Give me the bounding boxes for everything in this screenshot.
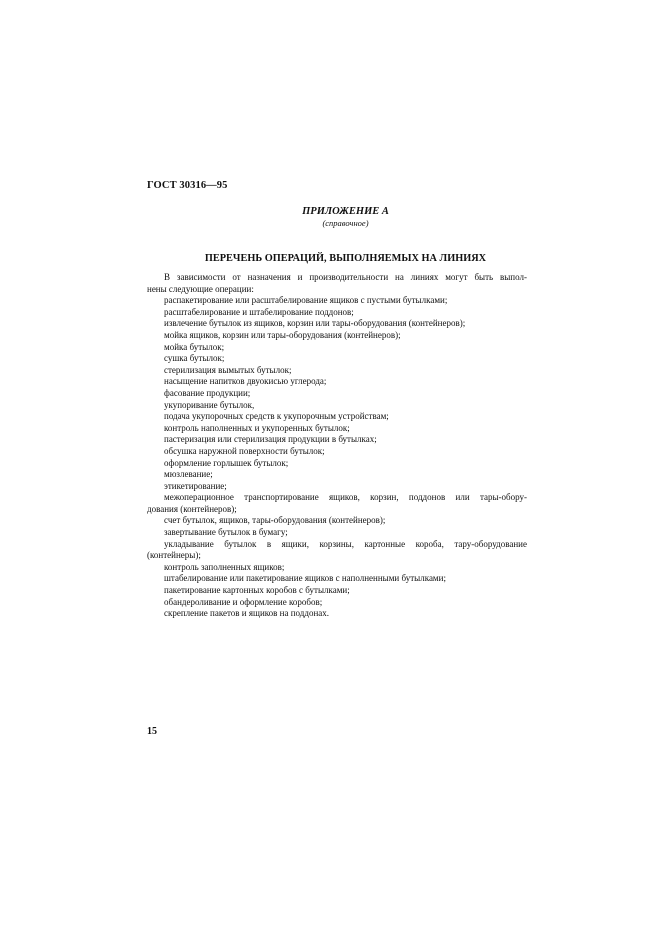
operation-item: мюзлевание; bbox=[164, 469, 213, 480]
section-title: ПЕРЕЧЕНЬ ОПЕРАЦИЙ, ВЫПОЛНЯЕМЫХ НА ЛИНИЯХ bbox=[204, 253, 487, 264]
appendix-heading bbox=[0, 206, 661, 228]
body-text bbox=[147, 272, 527, 620]
operation-item: завертывание бутылок в бумагу; bbox=[164, 527, 288, 538]
operation-item: обандероливание и оформление коробов; bbox=[164, 596, 323, 607]
operation-item: контроль заполненных ящиков; bbox=[164, 561, 285, 572]
operation-item: оформление горлышек бутылок; bbox=[164, 457, 289, 468]
operation-item: штабелирование или пакетирование ящиков с наполненными бутылками; bbox=[164, 573, 446, 584]
page-number: 15 bbox=[147, 726, 157, 737]
operation-item: насыщение напитков двуокисью углерода; bbox=[164, 376, 327, 387]
appendix-note: (справочное) bbox=[322, 218, 369, 228]
operation-item: этикетирование; bbox=[164, 480, 227, 491]
operation-item: укупоривание бутылок, bbox=[164, 399, 255, 410]
operation-item: контроль наполненных и укупоренных бутылок; bbox=[164, 422, 350, 433]
operation-packing-line-2: (контейнеры); bbox=[147, 550, 201, 561]
operation-item: распакетирование или расштабелирование ящиков с пустыми бутылками; bbox=[164, 295, 448, 306]
operation-item: пакетирование картонных коробов с бутылками; bbox=[164, 585, 350, 596]
operation-item: мойка бутылок; bbox=[164, 341, 225, 352]
page-header: ГОСТ 30316—95 bbox=[147, 180, 228, 191]
operation-item: мойка ящиков, корзин или тары-оборудования (контейнеров); bbox=[164, 329, 401, 340]
operation-item: расштабелирование и штабелирование поддонов; bbox=[164, 306, 354, 317]
operation-packing-line-1: укладывание бутылок в ящики, корзины, картонные короба, тару-оборудование bbox=[164, 538, 527, 549]
operation-item: извлечение бутылок из ящиков, корзин или тары-оборудования (контейнеров); bbox=[164, 318, 466, 329]
operation-item: пастеризация или стерилизация продукции в бутылках; bbox=[164, 434, 377, 445]
operation-item: скрепление пакетов и ящиков на поддонах. bbox=[164, 608, 330, 619]
operation-item: фасование продукции; bbox=[164, 387, 251, 398]
intro-line-2: нены следующие операции: bbox=[147, 283, 254, 294]
intro-line-1: В зависимости от назначения и производительности на линиях могут быть выпол- bbox=[164, 272, 527, 282]
operation-item: стерилизация вымытых бутылок; bbox=[164, 364, 292, 375]
appendix-title: ПРИЛОЖЕНИЕ А bbox=[302, 206, 389, 217]
operation-item: обсушка наружной поверхности бутылок; bbox=[164, 445, 325, 456]
operation-transport-line-2: дования (контейнеров); bbox=[147, 503, 237, 514]
operation-transport-line-1: межоперационное транспортирование ящиков, корзин, поддонов или тары-обору- bbox=[164, 492, 527, 503]
operation-item: сушка бутылок; bbox=[164, 353, 225, 364]
operation-item: счет бутылок, ящиков, тары-оборудования (контейнеров); bbox=[164, 515, 386, 526]
operation-item: подача укупорочных средств к укупорочным устройствам; bbox=[164, 411, 389, 422]
